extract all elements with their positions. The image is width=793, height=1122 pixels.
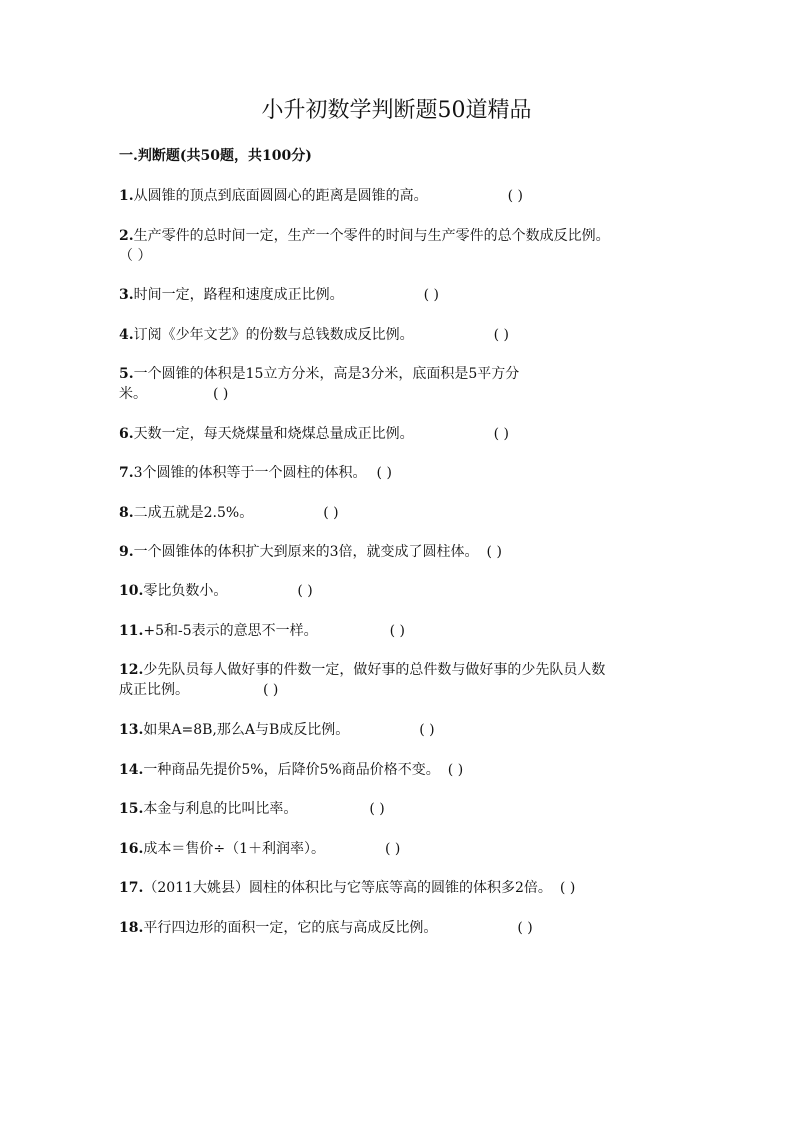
answer-blank: ( ) <box>507 188 523 204</box>
question-number: 4. <box>119 327 134 343</box>
question-number: 1. <box>119 188 134 204</box>
question-12 <box>119 660 699 700</box>
question-number: 11. <box>119 623 144 639</box>
answer-blank: ( ) <box>423 287 439 303</box>
question-text: +5和-5表示的意思不一样。 <box>143 623 318 639</box>
question-number: 16. <box>119 841 144 857</box>
answer-blank: ( ) <box>213 386 229 402</box>
answer-blank: ( ) <box>323 505 339 521</box>
question-text: 时间一定，路程和速度成正比例。 <box>133 287 344 303</box>
answer-blank: ( ) <box>493 327 509 343</box>
question-3 <box>119 285 699 305</box>
question-number: 3. <box>119 287 134 303</box>
answer-blank: ( ) <box>419 722 435 738</box>
question-number: 5. <box>119 366 134 382</box>
question-text: 如果A=8B,那么A与B成反比例。 <box>143 722 350 738</box>
answer-blank: （ ） <box>119 248 152 264</box>
question-text-continued: 米。 <box>119 386 147 402</box>
answer-blank: ( ) <box>297 583 313 599</box>
question-number: 9. <box>119 544 134 560</box>
question-number: 2. <box>119 228 134 244</box>
question-text: 天数一定，每天烧煤量和烧煤总量成正比例。 <box>133 426 414 442</box>
question-8 <box>119 503 699 523</box>
answer-blank: ( ) <box>486 544 502 560</box>
question-text: 一种商品先提价5%，后降价5%商品价格不变。 <box>143 762 440 778</box>
question-7 <box>119 463 699 483</box>
question-18 <box>119 918 699 938</box>
answer-blank: ( ) <box>389 623 406 639</box>
question-9 <box>119 542 699 562</box>
question-number: 10. <box>119 583 144 599</box>
answer-blank: ( ) <box>559 880 576 896</box>
section-heading: 一.判断题(共50题，共100分) <box>119 148 312 164</box>
question-text: 一个圆锥体的体积扩大到原来的3倍，就变成了圆柱体。 <box>133 544 479 560</box>
question-text: 从圆锥的顶点到底面圆圆心的距离是圆锥的高。 <box>133 188 428 204</box>
question-number: 8. <box>119 505 134 521</box>
question-text: 本金与利息的比叫比率。 <box>143 801 298 817</box>
question-text-continued: 成正比例。 <box>119 682 189 698</box>
question-text: 少先队员每人做好事的件数一定，做好事的总件数与做好事的少先队员人数 <box>143 662 606 678</box>
answer-blank: ( ) <box>385 841 401 857</box>
question-number: 14. <box>119 762 144 778</box>
question-number: 15. <box>119 801 144 817</box>
question-text: 零比负数小。 <box>143 583 228 599</box>
question-10 <box>119 581 699 601</box>
question-text: （2011大姚县）圆柱的体积比与它等底等高的圆锥的体积多2倍。 <box>143 880 552 896</box>
answer-blank: ( ) <box>369 801 385 817</box>
question-text: 生产零件的总时间一定，生产一个零件的时间与生产零件的总个数成反比例。 <box>133 228 610 244</box>
question-text: 平行四边形的面积一定，它的底与高成反比例。 <box>143 920 438 936</box>
question-number: 13. <box>119 722 144 738</box>
question-4 <box>119 325 699 345</box>
question-number: 12. <box>119 662 144 678</box>
question-13 <box>119 720 699 740</box>
question-text: 3个圆锥的体积等于一个圆柱的体积。 <box>133 465 367 481</box>
question-1 <box>119 186 699 206</box>
question-number: 7. <box>119 465 134 481</box>
question-number: 18. <box>119 920 144 936</box>
question-text: 一个圆锥的体积是15立方分米，高是3分米，底面积是5平方分 <box>133 366 520 382</box>
question-17 <box>119 878 699 898</box>
answer-blank: ( ) <box>376 465 392 481</box>
question-number: 17. <box>119 880 144 896</box>
answer-blank: ( ) <box>447 762 464 778</box>
page-title: 小升初数学判断题50道精品 <box>261 98 532 123</box>
answer-blank: ( ) <box>263 682 279 698</box>
answer-blank: ( ) <box>517 920 533 936</box>
question-number: 6. <box>119 426 134 442</box>
question-text: 二成五就是2.5%。 <box>133 505 254 521</box>
question-5 <box>119 364 699 404</box>
question-text: 成本＝售价÷（1＋利润率）。 <box>143 841 325 857</box>
question-14 <box>119 760 699 780</box>
question-11 <box>119 621 699 641</box>
question-16 <box>119 839 699 859</box>
question-2 <box>119 226 699 266</box>
answer-blank: ( ) <box>493 426 509 442</box>
question-text: 订阅《少年文艺》的份数与总钱数成反比例。 <box>133 327 414 343</box>
question-15 <box>119 799 699 819</box>
question-6 <box>119 424 699 444</box>
